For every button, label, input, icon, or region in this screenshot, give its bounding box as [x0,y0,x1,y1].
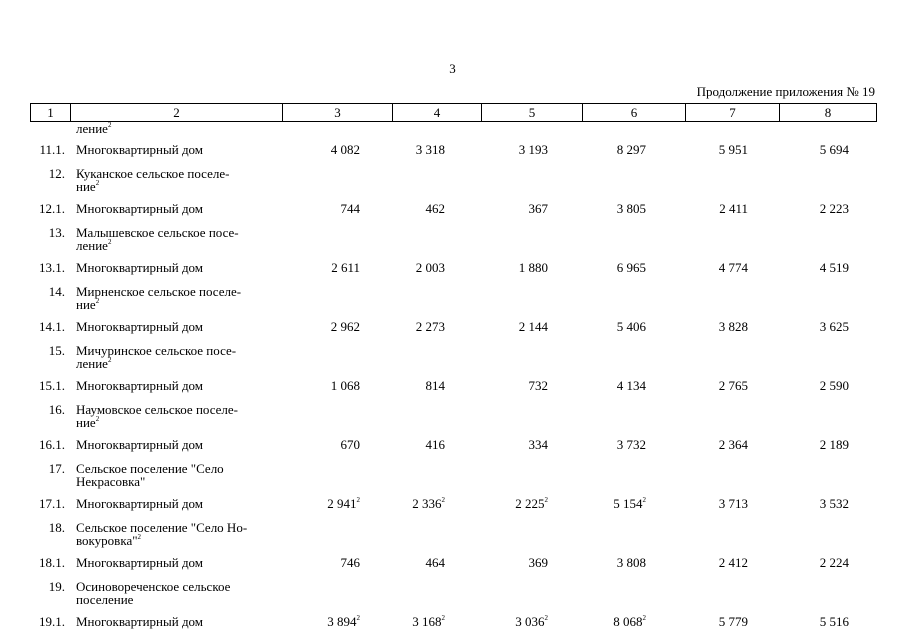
value-text: 2 273 [415,319,445,334]
value-cell [779,580,876,608]
value-cell [481,462,582,490]
value-text: 2 336 [412,496,442,511]
row-number [30,122,70,136]
table-row [30,403,876,431]
table-row [30,431,876,462]
row-number: 18.1. [39,555,65,570]
row-number: 16.1. [39,437,65,452]
value-cell [392,195,481,226]
header-cell: 2 [71,104,283,122]
table-row [30,313,876,344]
value-text: 2 411 [719,201,748,216]
value-cell [685,372,779,403]
value-cell [392,372,481,403]
value-cell [582,344,685,372]
value-cell [282,313,392,344]
appendix-caption: Продолжение приложения № 19 [696,84,875,99]
value-cell [392,549,481,580]
value-text: 746 [340,555,360,570]
table-row [30,167,876,195]
value-cell [582,226,685,254]
value-cell [685,285,779,313]
value-cell [685,313,779,344]
header-cell: 1 [31,104,71,122]
header-cell: 5 [482,104,583,122]
value-text: 3 805 [616,201,646,216]
value-cell [282,195,392,226]
value-cell [481,521,582,549]
table-row [30,549,876,580]
value-cell [779,285,876,313]
value-cell [582,403,685,431]
row-name: Осиновореченское сельское поселение [76,579,231,607]
value-text: 5 694 [819,142,849,157]
table-row [30,136,876,167]
value-cell [779,549,876,580]
row-number: 15. [48,343,65,358]
footnote-marker: 2 [107,238,112,246]
value-text: 3 168 [412,614,442,629]
value-cell [282,285,392,313]
value-cell [282,521,392,549]
table-body [30,122,876,639]
value-cell [392,313,481,344]
value-cell [481,313,582,344]
data-table [30,122,876,639]
value-cell [779,344,876,372]
table-row [30,226,876,254]
value-text: 732 [528,378,548,393]
footnote-marker: 2 [642,496,646,504]
value-cell [282,580,392,608]
value-cell [685,254,779,285]
footnote-marker: 2 [95,297,100,305]
row-name: Многоквартирный дом [76,201,204,216]
value-cell [779,167,876,195]
value-cell [481,195,582,226]
value-cell [685,167,779,195]
value-text: 814 [425,378,445,393]
row-number: 19.1. [39,614,65,629]
row-number: 14.1. [39,319,65,334]
value-cell [481,580,582,608]
value-text: 3 828 [718,319,748,334]
value-text: 2 364 [718,437,748,452]
value-text: 2 590 [819,378,849,393]
table-row [30,580,876,608]
header-row [31,104,877,122]
value-cell [779,195,876,226]
value-cell [392,490,481,521]
value-cell [392,521,481,549]
value-cell [582,462,685,490]
row-name: Многоквартирный дом [76,555,204,570]
value-cell [685,462,779,490]
table-row [30,462,876,490]
value-cell [481,490,582,521]
header-cell: 6 [583,104,686,122]
value-cell [282,608,392,639]
footnote-marker: 2 [356,614,360,622]
value-cell [779,608,876,639]
value-cell [392,254,481,285]
value-text: 8 068 [613,614,643,629]
value-cell [282,431,392,462]
value-cell [282,490,392,521]
value-cell [481,549,582,580]
value-text: 416 [425,437,445,452]
footnote-marker: 2 [642,614,646,622]
footnote-marker: 2 [137,533,142,541]
value-cell [392,580,481,608]
value-text: 4 082 [330,142,360,157]
footnote-marker: 2 [356,496,360,504]
value-cell [282,167,392,195]
row-number: 13.1. [39,260,65,275]
value-text: 6 965 [616,260,646,275]
value-text: 2 765 [718,378,748,393]
row-name: Многоквартирный дом [76,378,204,393]
value-cell [481,122,582,136]
value-cell [582,136,685,167]
value-cell [481,608,582,639]
value-cell [392,167,481,195]
value-cell [582,285,685,313]
row-name: ление$^2$ [76,121,112,136]
value-cell [392,122,481,136]
table-row [30,122,876,136]
value-text: 8 297 [616,142,646,157]
table-row [30,521,876,549]
value-text: 5 154 [613,496,643,511]
row-number: 12. [48,166,65,181]
value-text: 369 [528,555,548,570]
value-cell [481,403,582,431]
table-row [30,372,876,403]
value-cell [282,254,392,285]
value-cell [392,462,481,490]
footnote-marker: 2 [107,121,112,129]
value-cell [779,372,876,403]
footnote-marker: 2 [95,179,100,187]
row-name: Многоквартирный дом [76,260,204,275]
value-text: 464 [425,555,445,570]
value-cell [392,226,481,254]
value-cell [685,580,779,608]
value-cell [582,167,685,195]
value-text: 3 318 [415,142,445,157]
value-text: 670 [340,437,360,452]
table-row [30,285,876,313]
value-cell [685,608,779,639]
value-cell [481,136,582,167]
value-cell [582,372,685,403]
value-cell [582,122,685,136]
value-text: 5 951 [718,142,748,157]
value-cell [779,254,876,285]
row-name: Многоквартирный дом [76,142,204,157]
value-cell [481,167,582,195]
value-cell [392,403,481,431]
value-text: 2 412 [718,555,748,570]
value-cell [282,344,392,372]
row-number: 18. [48,520,65,535]
header-cell: 4 [393,104,482,122]
row-number: 11.1. [39,142,65,157]
value-text: 2 611 [331,260,360,275]
value-cell [282,122,392,136]
value-cell [282,549,392,580]
value-cell [685,195,779,226]
value-text: 1 880 [518,260,548,275]
value-text: 2 941 [327,496,357,511]
table-row [30,195,876,226]
value-text: 1 068 [330,378,360,393]
value-cell [282,372,392,403]
value-cell [392,431,481,462]
value-cell [481,372,582,403]
value-cell [685,344,779,372]
value-cell [779,521,876,549]
value-cell [685,431,779,462]
value-cell [779,136,876,167]
row-number: 15.1. [39,378,65,393]
row-name: Мирненское сельское поселе- ние$^2$ [76,284,242,312]
row-name: Многоквартирный дом [76,614,204,629]
value-text: 5 779 [718,614,748,629]
row-name: Куканское сельское поселе- ние$^2$ [76,166,230,194]
footnote-marker: 2 [441,614,445,622]
row-number: 14. [48,284,65,299]
value-cell [685,122,779,136]
value-text: 2 962 [330,319,360,334]
value-cell [582,254,685,285]
value-cell [582,195,685,226]
value-cell [685,549,779,580]
value-cell [685,521,779,549]
value-cell [685,136,779,167]
value-cell [392,344,481,372]
header-cell: 7 [686,104,780,122]
row-name: Многоквартирный дом [76,496,204,511]
value-cell [779,313,876,344]
value-cell [582,580,685,608]
value-cell [481,344,582,372]
table-row [30,490,876,521]
row-name: Сельское поселение "Село Некрасовка" [76,461,224,489]
footnote-marker: 2 [107,356,112,364]
value-text: 2 223 [819,201,849,216]
row-name: Мичуринское сельское посе- ление$^2$ [76,343,237,371]
value-cell [282,462,392,490]
row-number: 19. [48,579,65,594]
header-cell: 3 [283,104,393,122]
footnote-marker: 2 [95,415,100,423]
value-cell [582,549,685,580]
value-text: 2 003 [415,260,445,275]
value-cell [481,285,582,313]
value-text: 3 625 [819,319,849,334]
table-row [30,608,876,639]
value-cell [582,313,685,344]
value-cell [582,521,685,549]
value-cell [779,462,876,490]
value-cell [392,608,481,639]
value-cell [779,490,876,521]
value-cell [392,136,481,167]
value-cell [779,122,876,136]
value-cell [779,431,876,462]
footnote-marker: 2 [441,496,445,504]
value-text: 2 225 [515,496,545,511]
value-text: 3 036 [515,614,545,629]
value-cell [481,226,582,254]
table-row [30,254,876,285]
row-number: 17.1. [39,496,65,511]
value-text: 462 [425,201,445,216]
value-cell [282,403,392,431]
value-cell [481,254,582,285]
row-number: 16. [48,402,65,417]
row-number: 13. [48,225,65,240]
value-cell [779,226,876,254]
row-name: Многоквартирный дом [76,319,204,334]
value-text: 4 519 [819,260,849,275]
column-number-header [30,103,877,122]
value-text: 2 189 [819,437,849,452]
footnote-marker: 2 [544,496,548,504]
value-text: 3 732 [616,437,646,452]
value-cell [282,226,392,254]
row-name: Многоквартирный дом [76,437,204,452]
value-text: 4 134 [616,378,646,393]
value-text: 334 [528,437,548,452]
value-cell [582,431,685,462]
value-cell [779,403,876,431]
value-cell [582,490,685,521]
page-number: 3 [449,61,456,76]
value-text: 3 532 [819,496,849,511]
row-name: Наумовское сельское поселе- ние$^2$ [76,402,239,430]
row-name: Малышевское сельское посе- ление$^2$ [76,225,239,253]
table-row [30,344,876,372]
value-text: 3 894 [327,614,357,629]
row-number: 17. [48,461,65,476]
row-name: Сельское поселение "Село Но- вокуровка"$^2$ [76,520,248,548]
header-cell: 8 [780,104,877,122]
value-text: 5 406 [616,319,646,334]
value-text: 3 713 [718,496,748,511]
value-text: 2 224 [819,555,849,570]
value-text: 3 193 [518,142,548,157]
value-cell [481,431,582,462]
value-text: 367 [528,201,548,216]
value-text: 4 774 [718,260,748,275]
value-text: 2 144 [518,319,548,334]
value-cell [582,608,685,639]
footnote-marker: 2 [544,614,548,622]
value-cell [282,136,392,167]
value-cell [685,226,779,254]
row-number: 12.1. [39,201,65,216]
value-text: 744 [340,201,360,216]
value-cell [392,285,481,313]
value-text: 3 808 [616,555,646,570]
value-text: 5 516 [819,614,849,629]
value-cell [685,403,779,431]
value-cell [685,490,779,521]
